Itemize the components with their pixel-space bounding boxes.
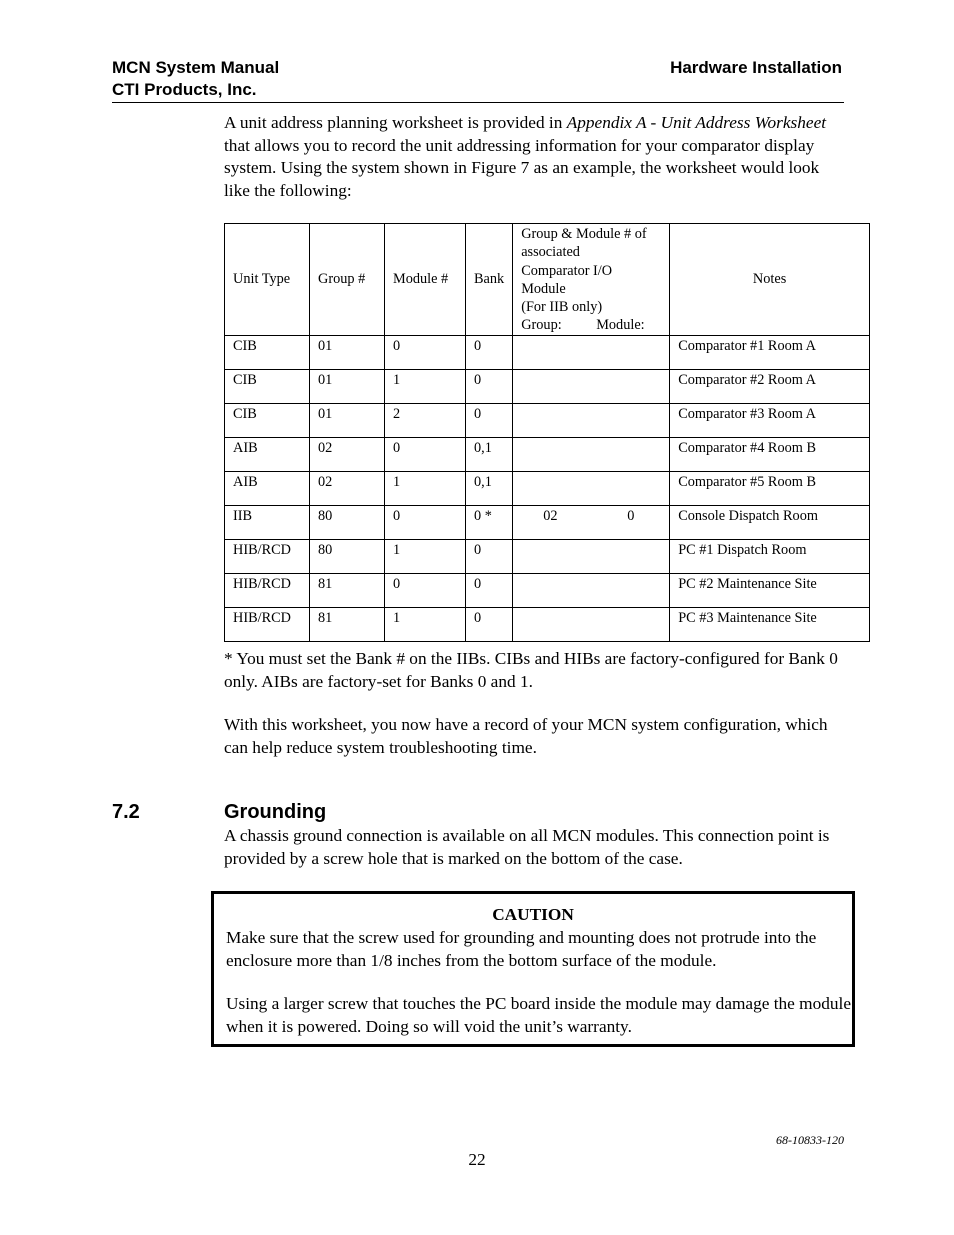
worksheet-summary-paragraph: With this worksheet, you now have a record of your MCN system configuration, which can help reduce system troubleshooting time. [224,715,828,757]
cell-unit-type: HIB/RCD [225,608,310,642]
caution-title: CAUTION [492,905,574,924]
section-number: 7.2 [112,801,140,823]
manual-title: MCN System Manual [112,58,280,77]
cell-assoc-group: 02 [543,508,558,524]
header-assoc-line: Module [521,280,566,297]
cell-group: 80 [310,540,385,574]
cell-bank: 0,1 [466,438,513,472]
cell-module: 0 [385,438,466,472]
cell-notes: Comparator #5 Room B [670,472,870,506]
document-number: 68-10833-120 [776,1133,844,1147]
cell-module: 0 [385,506,466,540]
caution-paragraph: Using a larger screw that touches the PC board inside the module may damage the module when it is powered. Doing so will void the unit’s warranty. [226,994,852,1036]
grounding-paragraph: A chassis ground connection is available on all MCN modules. This connection point is provided by a screw hole that is marked on the bottom of the case. [224,826,830,868]
cell-group: 02 [310,438,385,472]
cell-unit-type: AIB [225,472,310,506]
header-notes: Notes [670,224,870,336]
table-row [225,472,870,506]
intro-paragraph [224,112,844,202]
header-assoc-line: (For IIB only) [521,299,603,316]
header-assoc-module: Module: [596,317,645,334]
cell-module: 1 [385,608,466,642]
caution-box [211,891,855,1047]
table-row [225,336,870,370]
intro-text-start: A unit address planning worksheet is provided in [224,113,567,132]
cell-module: 1 [385,472,466,506]
header-group: Group # [310,224,385,336]
cell-group: 01 [310,336,385,370]
cell-associated-module [513,608,670,642]
cell-notes: PC #2 Maintenance Site [670,574,870,608]
cell-unit-type: CIB [225,370,310,404]
cell-notes: PC #3 Maintenance Site [670,608,870,642]
unit-address-worksheet-table [224,223,870,642]
header-assoc-subheaders [521,316,661,334]
cell-unit-type: HIB/RCD [225,574,310,608]
cell-bank: 0 [466,540,513,574]
table-row [225,404,870,438]
table-row [225,506,870,540]
cell-group: 81 [310,608,385,642]
cell-group: 81 [310,574,385,608]
cell-module: 0 [385,336,466,370]
cell-notes: Comparator #1 Room A [670,336,870,370]
header-assoc-group: Group: [521,317,562,334]
caution-paragraph: Make sure that the screw used for grounding and mounting does not protrude into the enclosure more than 1/8 inches from the bottom surface of the module. [226,928,817,970]
cell-module: 1 [385,370,466,404]
header-assoc-line: associated [521,244,580,261]
cell-bank: 0 * [466,506,513,540]
chapter-title: Hardware Installation [670,58,842,77]
cell-bank: 0 [466,404,513,438]
table-row [225,370,870,404]
header-module: Module # [385,224,466,336]
cell-unit-type: IIB [225,506,310,540]
cell-associated-module [513,370,670,404]
page-number: 22 [468,1150,486,1169]
table-row [225,574,870,608]
cell-bank: 0 [466,336,513,370]
header-bank: Bank [466,224,513,336]
cell-associated-module [513,336,670,370]
table-row [225,608,870,642]
cell-assoc-module: 0 [627,508,635,524]
cell-unit-type: AIB [225,438,310,472]
header-associated-module [513,224,670,336]
cell-associated-module [513,438,670,472]
table-header-row [225,224,870,336]
cell-module: 1 [385,540,466,574]
bank-footnote: * You must set the Bank # on the IIBs. CIBs and HIBs are factory-configured for Bank 0 only. AIBs are factory-set for Banks 0 and 1. [224,649,838,691]
cell-group: 80 [310,506,385,540]
cell-associated-module [513,574,670,608]
cell-unit-type: CIB [225,404,310,438]
header-rule [112,102,844,103]
cell-group: 01 [310,370,385,404]
cell-bank: 0 [466,370,513,404]
table-row [225,438,870,472]
header-assoc-line: Comparator I/O [521,262,613,279]
cell-module: 0 [385,574,466,608]
cell-associated-module [513,540,670,574]
cell-notes: Console Dispatch Room [670,506,870,540]
cell-bank: 0 [466,608,513,642]
table-row [225,540,870,574]
cell-group: 02 [310,472,385,506]
section-title: Grounding [224,801,327,823]
cell-module: 2 [385,404,466,438]
cell-associated-module [513,472,670,506]
cell-unit-type: HIB/RCD [225,540,310,574]
cell-unit-type: CIB [225,336,310,370]
company-name: CTI Products, Inc. [112,80,257,99]
cell-associated-module [513,404,670,438]
cell-bank: 0 [466,574,513,608]
header-assoc-line: Group & Module # of [521,226,647,242]
cell-notes: PC #1 Dispatch Room [670,540,870,574]
cell-notes: Comparator #4 Room B [670,438,870,472]
cell-notes: Comparator #3 Room A [670,404,870,438]
cell-notes: Comparator #2 Room A [670,370,870,404]
cell-bank: 0,1 [466,472,513,506]
cell-associated-module [513,506,670,540]
intro-text-end: that allows you to record the unit addressing information for your comparator display system. Using the system shown in Figure 7 as an example, the worksheet would look like the following: [224,135,820,200]
appendix-reference: Appendix A - Unit Address Worksheet [566,113,827,132]
cell-group: 01 [310,404,385,438]
header-unit-type: Unit Type [225,224,310,336]
